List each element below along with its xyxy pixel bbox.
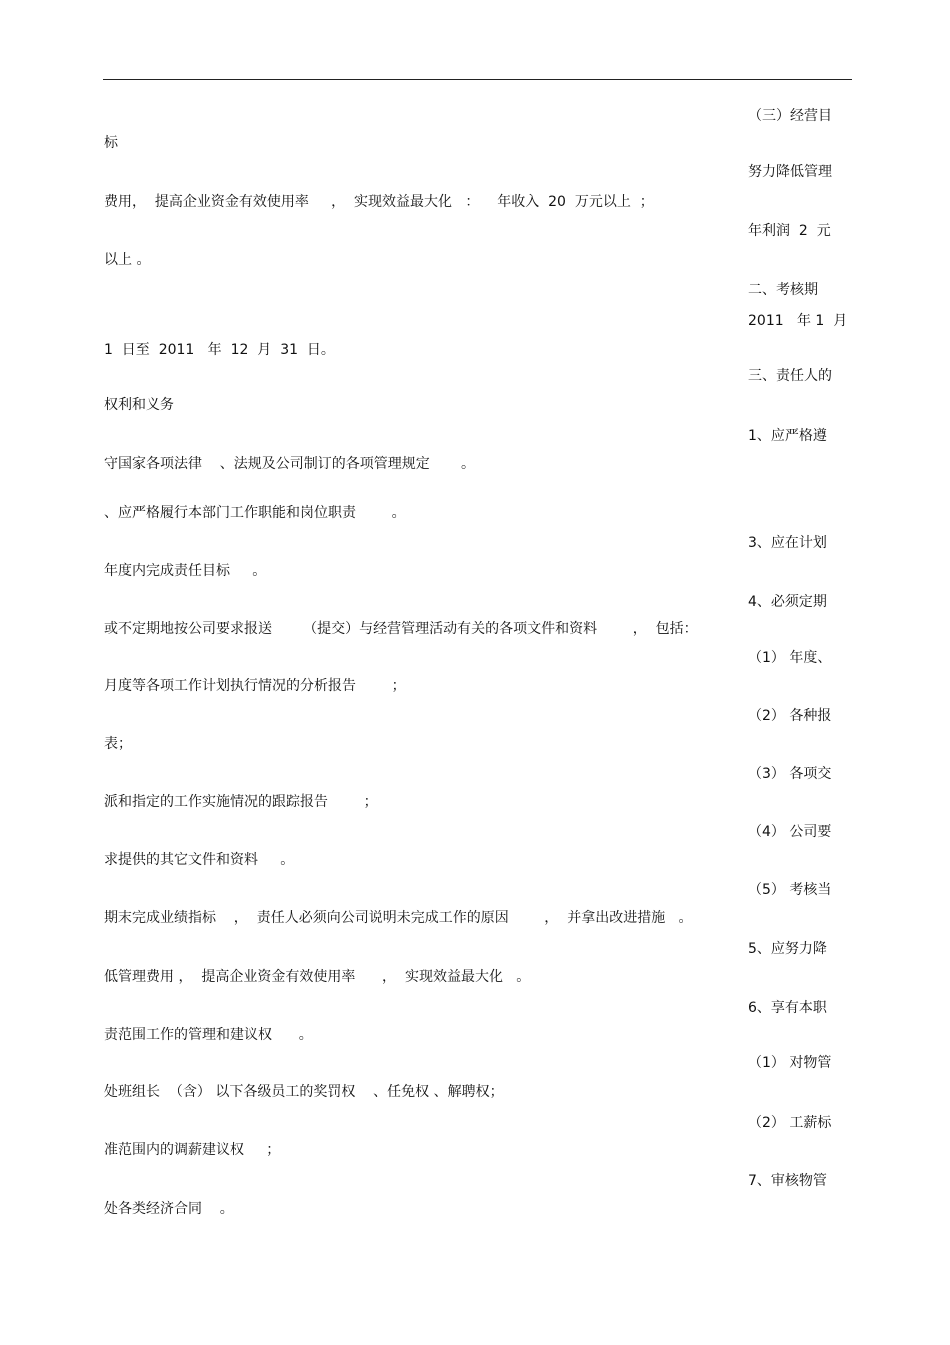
text-line: 二、考核期 — [748, 282, 818, 298]
text-line: 责范围工作的管理和建议权 。 — [104, 1027, 313, 1043]
text-line: 月度等各项工作计划执行情况的分析报告 ； — [104, 678, 406, 694]
text-line: 低管理费用 ， 提高企业资金有效使用率 ， 实现效益最大化 。 — [104, 969, 531, 985]
text-line: 或不定期地按公司要求报送 （提交）与经营管理活动有关的各项文件和资料 ， 包括： — [104, 621, 698, 637]
text-line: 6、享有本职 — [748, 1000, 827, 1016]
text-line: 求提供的其它文件和资料 。 — [104, 852, 295, 868]
text-line: 守国家各项法律 、法规及公司制订的各项管理规定 。 — [104, 456, 475, 472]
text-line: 7、审核物管 — [748, 1173, 827, 1189]
text-line: （三）经营目 — [748, 108, 832, 124]
text-line: 表； — [104, 736, 132, 752]
text-line: 、应严格履行本部门工作职能和岗位职责 。 — [104, 505, 406, 521]
text-line: 准范围内的调薪建议权 ； — [104, 1142, 281, 1158]
header-rule — [103, 79, 852, 80]
text-line: （2） 工薪标 — [748, 1115, 832, 1131]
text-line: 1 日至 2011 年 12 月 31 日。 — [104, 342, 335, 358]
text-line: （2） 各种报 — [748, 708, 832, 724]
text-line: 标 — [104, 135, 118, 151]
text-line: 权利和义务 — [104, 397, 174, 413]
text-line: （3） 各项交 — [748, 766, 832, 782]
text-line: 期末完成业绩指标 ， 责任人必须向公司说明未完成工作的原因 ， 并拿出改进措施 。 — [104, 910, 693, 926]
text-line: 处各类经济合同 。 — [104, 1201, 234, 1217]
text-line: 3、应在计划 — [748, 535, 827, 551]
text-line: 4、必须定期 — [748, 594, 827, 610]
text-line: （1） 对物管 — [748, 1055, 832, 1071]
text-line: 派和指定的工作实施情况的跟踪报告 ； — [104, 794, 378, 810]
text-line: 处班组长 （含） 以下各级员工的奖罚权 、任免权 、解聘权； — [104, 1084, 504, 1100]
text-line: 年利润 2 元 — [748, 223, 831, 239]
text-line: （5） 考核当 — [748, 882, 832, 898]
text-line: 2011 年 1 月 — [748, 313, 848, 329]
text-line: 1、应严格遵 — [748, 428, 827, 444]
text-line: （4） 公司要 — [748, 824, 832, 840]
text-line: （1） 年度、 — [748, 650, 832, 666]
text-line: 费用， 提高企业资金有效使用率 ， 实现效益最大化 ： 年收入 20 万元以上 ； — [104, 194, 654, 210]
text-line: 5、应努力降 — [748, 941, 827, 957]
text-line: 三、责任人的 — [748, 368, 832, 384]
text-line: 以上 。 — [104, 252, 151, 268]
text-line: 年度内完成责任目标 。 — [104, 563, 267, 579]
text-line: 努力降低管理 — [748, 164, 832, 180]
